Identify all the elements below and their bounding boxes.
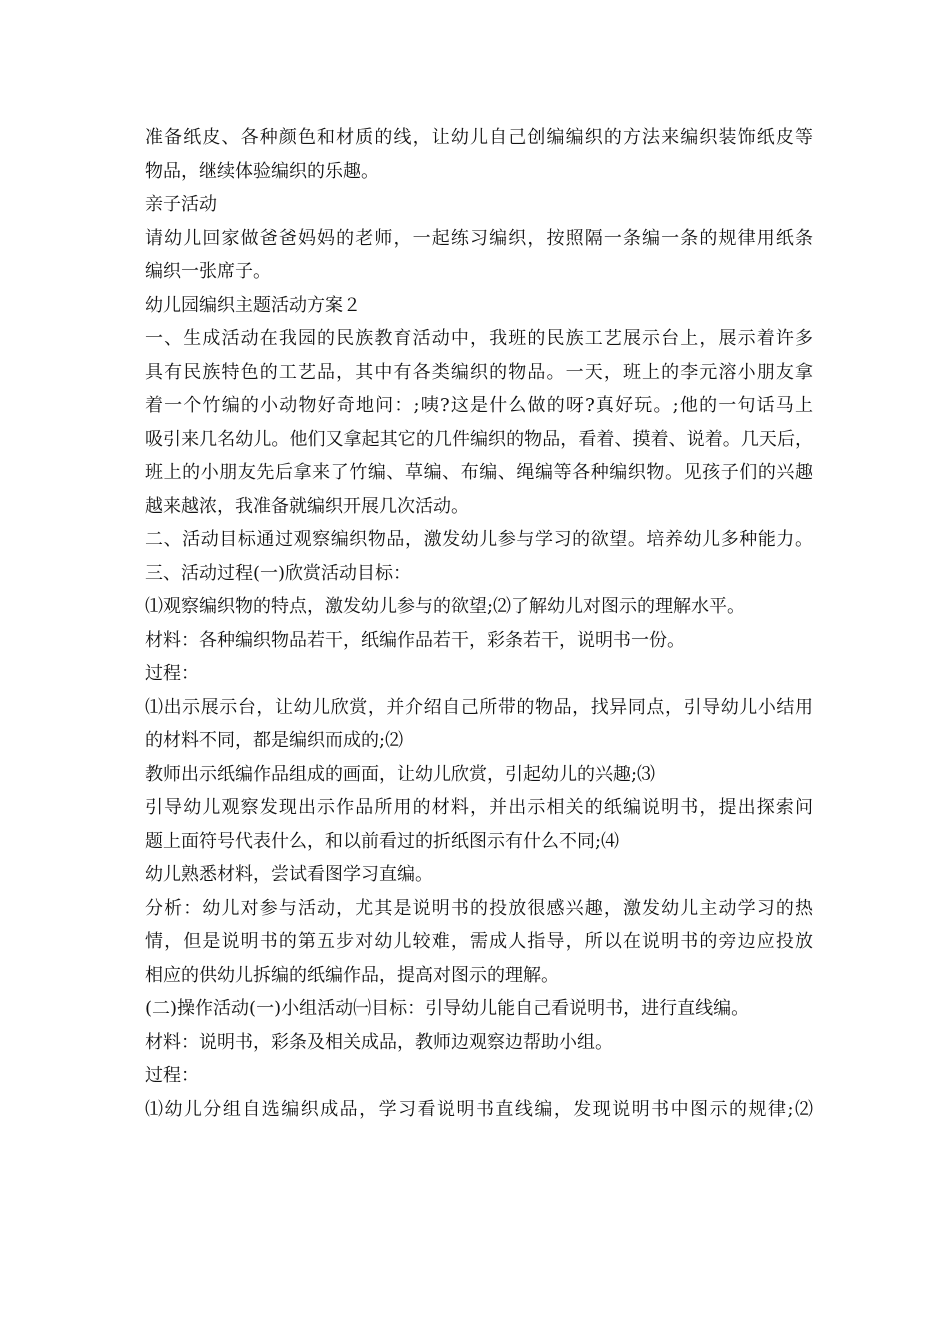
text-line: 引导幼儿观察发现出示作品所用的材料，并出示相关的纸编说明书，提出探索问 <box>145 797 813 818</box>
text-line: ⑴观察编织物的特点，激发幼儿参与的欲望;⑵了解幼儿对图示的理解水平。 <box>145 596 746 617</box>
text-line: 分析：幼儿对参与活动，尤其是说明书的投放很感兴趣，激发幼儿主动学习的热 <box>145 897 813 919</box>
text-line: 编织一张席子。 <box>145 261 271 282</box>
text-line: 的材料不同，都是编织而成的;⑵ <box>145 730 404 751</box>
text-line: (二)操作活动(一)小组活动㈠目标：引导幼儿能自己看说明书，进行直线编。 <box>145 998 750 1019</box>
text-line: 三、活动过程(一)欣赏活动目标： <box>145 562 412 584</box>
text-line: 题上面符号代表什么，和以前看过的折纸图示有什么不同;⑷ <box>145 830 620 852</box>
text-line: 幼儿熟悉材料，尝试看图学习直编。 <box>145 864 433 885</box>
text-line: 幼儿园编织主题活动方案２ <box>145 294 361 316</box>
text-line: 准备纸皮、各种颜色和材质的线，让幼儿自己创编编织的方法来编织装饰纸皮等 <box>145 127 813 148</box>
text-line: 二、活动目标通过观察编织物品，激发幼儿参与学习的欲望。培养幼儿多种能力。 <box>145 529 813 550</box>
text-line: 材料：各种编织物品若干，纸编作品若干，彩条若干，说明书一份。 <box>145 629 685 651</box>
text-line: 材料：说明书，彩条及相关成品，教师边观察边帮助小组。 <box>145 1031 613 1053</box>
text-line: 具有民族特色的工艺品，其中有各类编织的物品。一天，班上的李元溶小朋友拿 <box>145 361 813 383</box>
text-line: 着一个竹编的小动物好奇地问：;咦?这是什么做的呀?真好玩。;他的一句话马上 <box>145 395 813 416</box>
text-line: 一、生成活动在我园的民族教育活动中，我班的民族工艺展示台上，展示着许多 <box>145 328 813 349</box>
text-line: ⑴出示展示台，让幼儿欣赏，并介绍自己所带的物品，找异同点，引导幼儿小结用 <box>145 696 813 718</box>
text-line: ⑴幼儿分组自选编织成品，学习看说明书直线编，发现说明书中图示的规律;⑵ <box>145 1098 813 1120</box>
text-line: 吸引来几名幼儿。他们又拿起其它的几件编织的物品，看着、摸着、说着。几天后， <box>145 428 813 450</box>
text-line: 越来越浓，我准备就编织开展几次活动。 <box>145 495 469 517</box>
text-line: 物品，继续体验编织的乐趣。 <box>145 160 379 182</box>
text-line: 相应的供幼儿拆编的纸编作品，提高对图示的理解。 <box>145 964 559 986</box>
text-line: 亲子活动 <box>145 194 217 215</box>
text-line: 教师出示纸编作品组成的画面，让幼儿欣赏，引起幼儿的兴趣;⑶ <box>145 763 656 785</box>
text-line: 情，但是说明书的第五步对幼儿较难，需成人指导，所以在说明书的旁边应投放 <box>145 931 813 952</box>
document-body <box>145 121 813 1126</box>
text-line: 过程： <box>145 1065 199 1086</box>
text-line: 班上的小朋友先后拿来了竹编、草编、布编、绳编等各种编织物。见孩子们的兴趣 <box>145 462 813 483</box>
text-line: 过程： <box>145 663 199 684</box>
text-line: 请幼儿回家做爸爸妈妈的老师，一起练习编织，按照隔一条编一条的规律用纸条 <box>145 227 813 249</box>
